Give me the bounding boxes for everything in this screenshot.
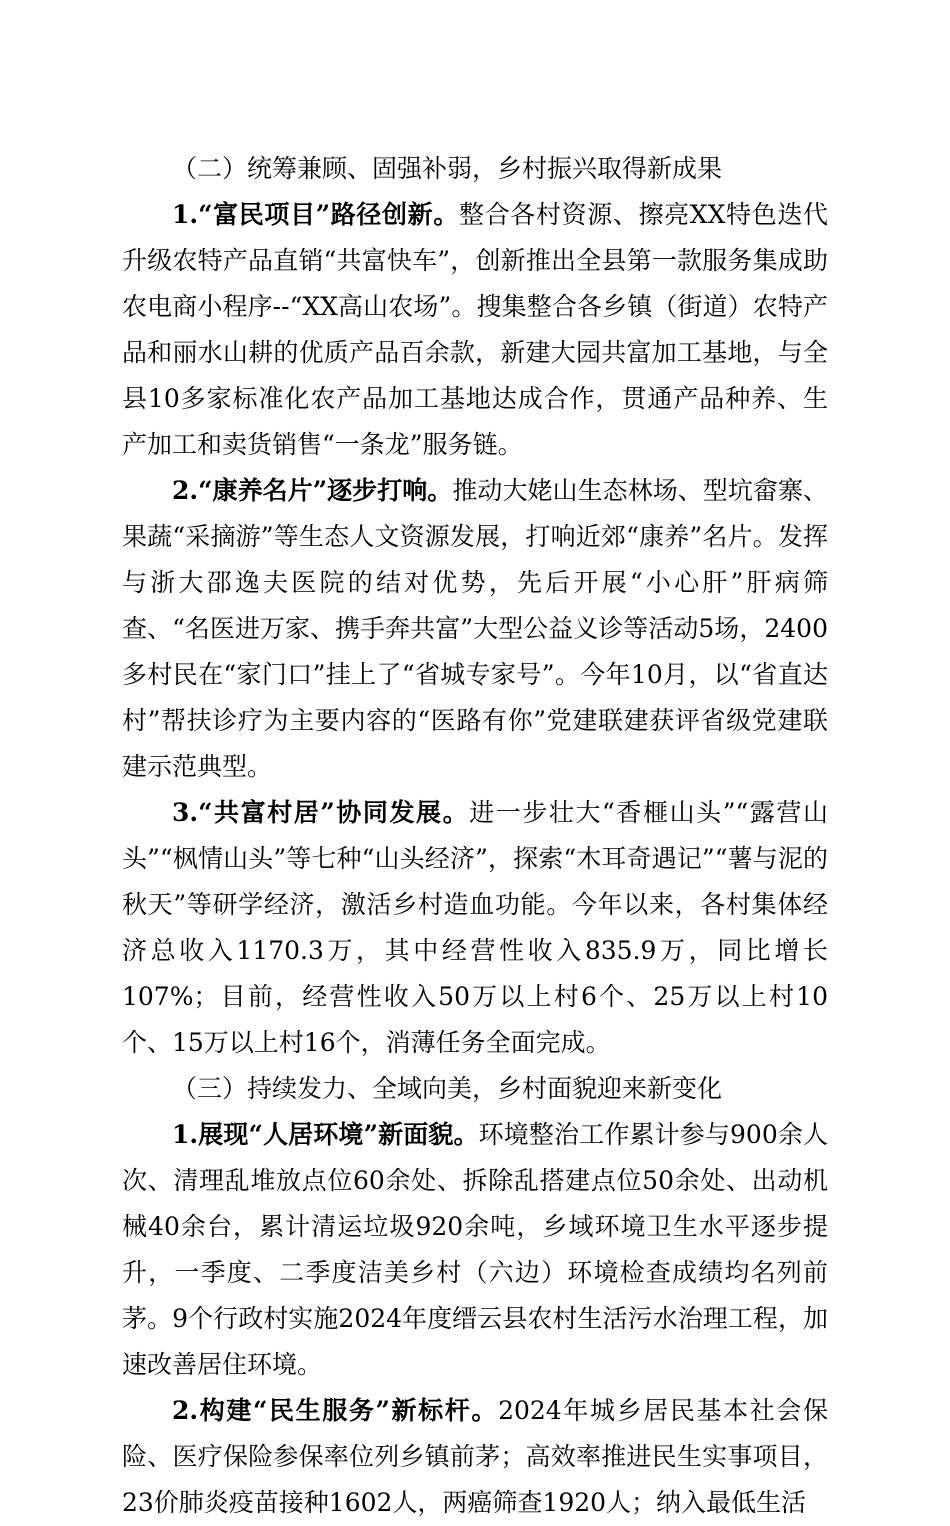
section-heading-2: （二）统筹兼顾、固强补弱，乡村振兴取得新成果: [172, 154, 723, 183]
paragraph-lead: 2.“康养名片”逐步打响。: [172, 476, 453, 505]
paragraph-wellness-card: [122, 468, 828, 790]
paragraph-lead: 3.“共富村居”协同发展。: [172, 798, 470, 827]
section-heading-3: （三）持续发力、全域向美，乡村面貌迎来新变化: [172, 1074, 723, 1103]
paragraph-common-prosperity-villages: [122, 790, 828, 1066]
paragraph-text: 2024年城乡居民基本社会保险、医疗保险参保率位列乡镇前茅；高效率推进民生实事项目，23价肺炎疫苗接种1602人，两癌筛查1920人；纳入最低生活: [122, 1396, 829, 1517]
paragraph-text: 环境整治工作累计参与900余人次、清理乱堆放点位60余处、拆除乱搭建点位50余处、出动机械40余台，累计清运垃圾920余吨，乡域环境卫生水平逐步提升，一季度、二季度洁美乡村（六边）环境检查成绩均名列前茅。9个行政村实施2024年度缙云县农村生活污水治理工程，加速改善居住环境。: [122, 1120, 829, 1379]
paragraph-lead: 1.展现“人居环境”新面貌。: [172, 1120, 479, 1149]
paragraph-text: 推动大姥山生态林场、型坑畲寨、果蔬“采摘游”等生态人文资源发展，打响近郊“康养”名片。发挥与浙大邵逸夫医院的结对优势，先后开展“小心肝”肝病筛查、“名医进万家、携手奔共富”大型公益义诊等活动5场，2400多村民在“家门口”挂上了“省城专家号”。今年10月，以“省直达村”帮扶诊疗为主要内容的“医路有你”党建联建获评省级党建联建示范典型。: [122, 476, 828, 781]
document-body: [122, 146, 828, 1526]
paragraph-livelihood-services: [122, 1388, 828, 1526]
paragraph-text: 整合各村资源、擦亮XX特色迭代升级农特产品直销“共富快车”，创新推出全县第一款服务集成助农电商小程序--“XX高山农场”。搜集整合各乡镇（街道）农特产品和丽水山耕的优质产品百余款，新建大园共富加工基地，与全县10多家标准化农产品加工基地达成合作，贯通产品种养、生产加工和卖货销售“一条龙”服务链。: [122, 200, 828, 459]
paragraph-living-environment: [122, 1112, 828, 1388]
paragraph-rich-projects: [122, 192, 828, 468]
paragraph-lead: 1.“富民项目”路径创新。: [172, 200, 459, 229]
paragraph-lead: 2.构建“民生服务”新标杆。: [172, 1396, 499, 1425]
paragraph-text: 进一步壮大“香榧山头”“露营山头”“枫情山头”等七种“山头经济”，探索“木耳奇遇记”“薯与泥的秋天”等研学经济，激活乡村造血功能。今年以来，各村集体经济总收入1170.3万，其中经营性收入835.9万，同比增长107%；目前，经营性收入50万以上村6个、25万以上村10个、15万以上村16个，消薄任务全面完成。: [122, 798, 829, 1057]
